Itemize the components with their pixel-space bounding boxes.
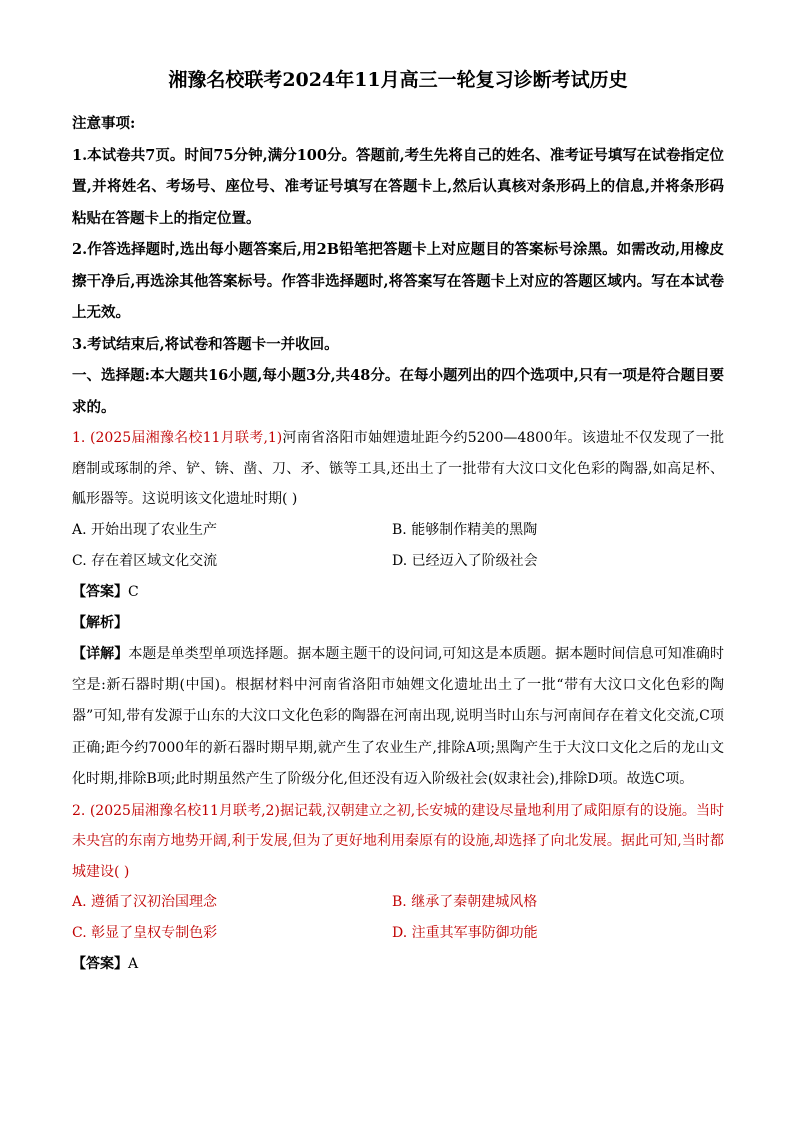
document-page	[72, 66, 724, 980]
question-1-detail-text: 本题是单类型单项选择题。据本题主题干的设问词,可知这是本质题。据本题时间信息可知准确时空是:新石器时期(中国)。根据材料中河南省洛阳市妯娌文化遗址出土了一批“带有大汶口文化色彩的陶器”可知,带有发源于山东的大汶口文化色彩的陶器在河南出现,说明当时山东与河南间存在着文化交流,C项正确;距今约7000年的新石器时期早期,就产生了农业生产,排除A项;黑陶产生于大汶口文化之后的龙山文化时期,排除B项;此时期虽然产生了阶级分化,但还没有迈入阶级社会(奴隶社会),排除D项。故选C项。	[72, 645, 724, 788]
question-1-answer	[72, 577, 724, 608]
question-1-source: 1. (2025届湘豫名校11月联考,1)	[72, 430, 283, 446]
question-1-options-row-2	[72, 546, 724, 577]
question-1-analysis-label: 【解析】	[72, 614, 128, 631]
question-1-option-a: A. 开始出现了农业生产	[72, 521, 218, 538]
question-1-option-b: B. 能够制作精美的黑陶	[392, 521, 538, 538]
question-2-answer	[72, 949, 724, 980]
question-1-analysis	[72, 608, 724, 639]
question-2-answer-value: A	[128, 956, 139, 973]
question-2-options-row-1	[72, 887, 724, 918]
question-2-source: 2. (2025届湘豫名校11月联考,2)	[72, 802, 280, 819]
section-heading: 一、选择题:本大题共16小题,每小题3分,共48分。在每小题列出的四个选项中,只有一项是符合题目要求的。	[72, 367, 724, 416]
notice-item-3: 3.考试结束后,将试卷和答题卡一并收回。	[72, 335, 339, 353]
question-2-options-row-2	[72, 918, 724, 949]
question-1-answer-value: C	[128, 583, 139, 600]
notice-item-2: 2.作答选择题时,选出每小题答案后,用2B铅笔把答题卡上对应题目的答案标号涂黑。如需改动,用橡皮擦干净后,再选涂其他答案标号。作答非选择题时,将答案写在答题卡上对应的答题区域内。写在本试卷上无效。	[72, 241, 724, 321]
question-1-answer-label: 【答案】	[72, 583, 128, 600]
question-2-answer-label: 【答案】	[72, 956, 128, 973]
question-2	[72, 796, 724, 981]
question-2-option-d: D. 注重其军事防御功能	[392, 925, 538, 942]
question-1	[72, 423, 724, 796]
question-2-stem: 据记载,汉朝建立之初,长安城的建设尽量地利用了咸阳原有的设施。当时未央宫的东南方地势开阔,利于发展,但为了更好地利用秦原有的设施,却选择了向北发展。据此可知,当时都城建设( )	[72, 802, 724, 880]
question-2-option-a: A. 遵循了汉初治国理念	[72, 894, 218, 911]
question-1-stem: 河南省洛阳市妯娌遗址距今约5200—4800年。该遗址不仅发现了一批磨制或琢制的斧、铲、锛、凿、刀、矛、镞等工具,还出土了一批带有大汶口文化色彩的陶器,如高足杯、觚形器等。这说明该文化遗址时期( )	[72, 430, 724, 507]
page-title: 湘豫名校联考2024年11月高三一轮复习诊断考试历史	[168, 69, 628, 91]
question-1-detail	[72, 639, 724, 796]
question-1-option-d: D. 已经迈入了阶级社会	[392, 552, 538, 569]
notice-item-1: 1.本试卷共7页。时间75分钟,满分100分。答题前,考生先将自己的姓名、准考证号填写在试卷指定位置,并将姓名、考场号、座位号、准考证号填写在答题卡上,然后认真核对条形码上的信息,并将条形码粘贴在答题卡上的指定位置。	[72, 146, 724, 227]
question-2-option-b: B. 继承了秦朝建城风格	[392, 894, 538, 911]
notice-heading: 注意事项:	[72, 115, 136, 132]
question-1-text	[72, 423, 724, 515]
question-1-option-c: C. 存在着区域文化交流	[72, 552, 218, 569]
question-1-options-row-1	[72, 515, 724, 546]
question-1-detail-label: 【详解】	[72, 645, 129, 662]
question-2-text	[72, 796, 724, 888]
question-2-option-c: C. 彰显了皇权专制色彩	[72, 925, 218, 942]
